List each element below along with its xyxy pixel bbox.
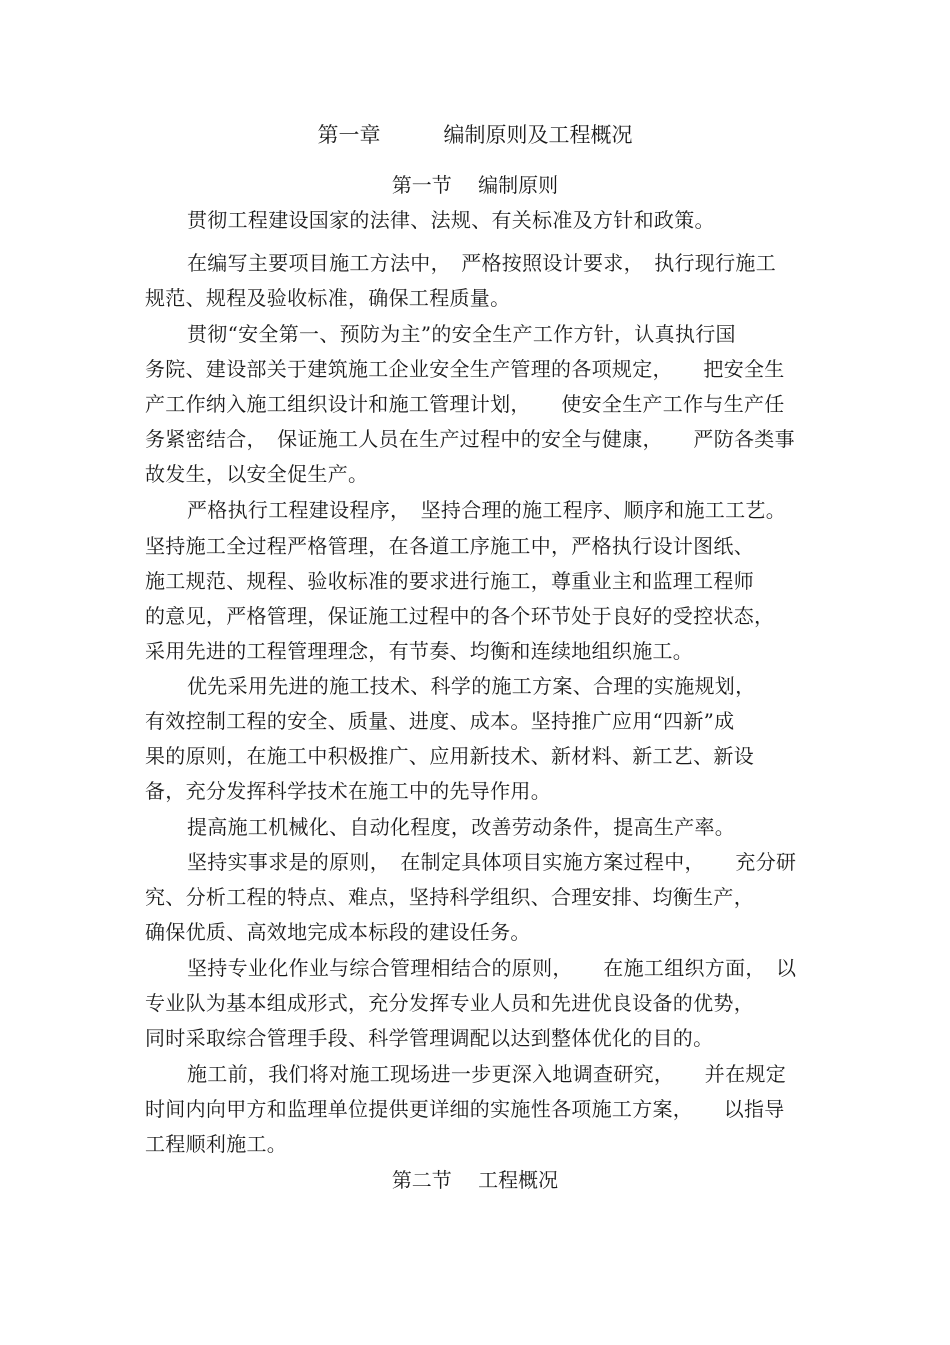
section-title-overview: 第二节 工程概况 <box>391 1168 559 1192</box>
paragraph-line: 究、分析工程的特点、难点，坚持科学组织、合理安排、均衡生产， <box>145 885 754 909</box>
paragraph-line: 严格执行工程建设程序， 坚持合理的施工程序、顺序和施工工艺。 <box>187 498 786 522</box>
paragraph-line: 贯彻工程建设国家的法律、法规、有关标准及方针和政策。 <box>187 208 715 232</box>
paragraph-line: 的意见，严格管理，保证施工过程中的各个环节处于良好的受控状态， <box>145 604 775 628</box>
paragraph-line: 贯彻“安全第一、预防为主”的安全生产工作方针，认真执行国 <box>187 322 736 346</box>
paragraph-line: 工程顺利施工。 <box>145 1132 288 1156</box>
paragraph-line: 果的原则，在施工中积极推广、应用新技术、新材料、新工艺、新设 <box>145 744 754 768</box>
paragraph-line: 坚持实事求是的原则， 在制定具体项目实施方案过程中， 充分研 <box>187 850 797 874</box>
paragraph-line: 提高施工机械化、自动化程度，改善劳动条件，提高生产率。 <box>187 815 736 839</box>
section-title-principles: 第一节 编制原则 <box>391 173 559 197</box>
paragraph-line: 坚持施工全过程严格管理，在各道工序施工中，严格执行设计图纸、 <box>145 534 754 558</box>
paragraph-line: 专业队为基本组成形式，充分发挥专业人员和先进优良设备的优势， <box>145 991 754 1015</box>
paragraph-line: 采用先进的工程管理理念，有节奏、均衡和连续地组织施工。 <box>145 639 694 663</box>
chapter-title: 第一章 编制原则及工程概况 <box>317 123 633 147</box>
paragraph-line: 在编写主要项目施工方法中， 严格按照设计要求， 执行现行施工 <box>187 251 776 275</box>
paragraph-line: 规范、规程及验收标准，确保工程质量。 <box>145 286 511 310</box>
paragraph-line: 同时采取综合管理手段、科学管理调配以达到整体优化的目的。 <box>145 1026 714 1050</box>
paragraph-line: 故发生，以安全促生产。 <box>145 462 369 486</box>
paragraph-line: 有效控制工程的安全、质量、进度、成本。坚持推广应用“四新”成 <box>145 709 735 733</box>
paragraph-line: 确保优质、高效地完成本标段的建设任务。 <box>145 920 531 944</box>
paragraph-line: 施工前，我们将对施工现场进一步更深入地调查研究， 并在规定 <box>187 1062 786 1086</box>
paragraph-line: 务院、建设部关于建筑施工企业安全生产管理的各项规定， 把安全生 <box>145 357 785 381</box>
paragraph-line: 时间内向甲方和监理单位提供更详细的实施性各项施工方案， 以指导 <box>145 1097 785 1121</box>
paragraph-line: 务紧密结合， 保证施工人员在生产过程中的安全与健康， 严防各类事 <box>145 427 795 451</box>
paragraph-line: 坚持专业化作业与综合管理相结合的原则， 在施工组织方面， 以 <box>187 956 797 980</box>
paragraph-line: 优先采用先进的施工技术、科学的施工方案、合理的实施规划， <box>187 674 756 698</box>
paragraph-line: 备，充分发挥科学技术在施工中的先导作用。 <box>145 779 551 803</box>
paragraph-line: 施工规范、规程、验收标准的要求进行施工，尊重业主和监理工程师 <box>145 569 754 593</box>
paragraph-line: 产工作纳入施工组织设计和施工管理计划， 使安全生产工作与生产任 <box>145 392 785 416</box>
